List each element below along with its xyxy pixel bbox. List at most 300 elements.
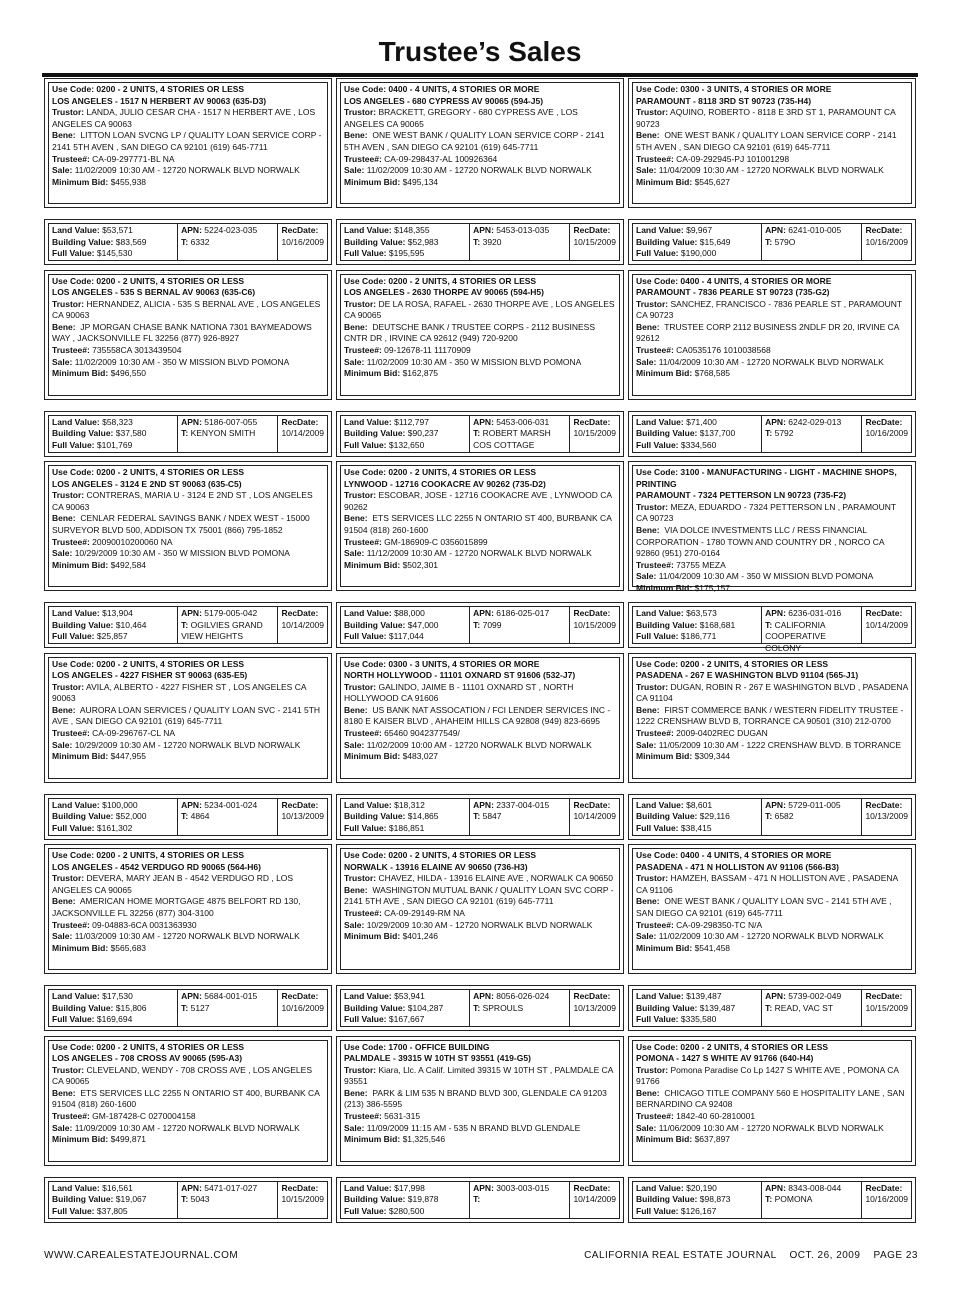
trustee-label: Trustee#:: [344, 536, 382, 547]
full-value: $190,000: [680, 248, 717, 259]
listing-values: [44, 1177, 332, 1223]
use-code: Use Code: 0200 - 2 UNITS, 4 STORIES OR LESS: [52, 467, 245, 477]
trustee-label: Trustee#:: [636, 153, 674, 164]
use-code: Use Code: 0200 - 2 UNITS, 4 STORIES OR LESS: [52, 1041, 245, 1052]
trustee-value: 09-12678-11 11170909: [384, 345, 471, 356]
sale-label: Sale:: [52, 165, 73, 176]
apn-value: 5739-002-049: [788, 991, 842, 1001]
trustee-line: [344, 537, 616, 549]
bene-value: ETS SERVICES LLC 2255 N ONTARIO ST 400, BURBANK CA 91504 (818) 260-1600: [52, 1087, 320, 1110]
recdate-value: 10/15/2009: [573, 428, 616, 439]
building-value-label: Building Value:: [52, 1194, 114, 1205]
trustee-label: Trustee#:: [344, 345, 382, 356]
bene-value: WASHINGTON MUTUAL BANK / QUALITY LOAN SVC CORP - 2141 5TH AVE , SAN DIEGO CA 92101 (619) 645-7711: [344, 884, 614, 907]
sale-line: [344, 1123, 616, 1135]
listing-details: [336, 653, 624, 783]
t-value: CALIFORNIA COOPERATIVE COLONY: [765, 619, 826, 653]
full-value-label: Full Value:: [52, 631, 95, 642]
apn-column: [762, 607, 862, 653]
building-value: $90,237: [407, 428, 439, 439]
building-value-label: Building Value:: [52, 428, 114, 439]
trustor-value: DEVERA, MARY JEAN B - 4542 VERDUGO RD , LOS ANGELES CA 90065: [52, 873, 294, 895]
recdate-label: RecDate:: [281, 991, 319, 1001]
building-value-label: Building Value:: [344, 236, 406, 247]
recdate-column: [570, 1182, 619, 1218]
min-bid-line: [344, 751, 616, 763]
min-bid-value: $175,157: [694, 582, 731, 593]
full-value: $167,667: [388, 1014, 425, 1025]
apn-label: APN:: [473, 416, 494, 427]
trustee-label: Trustee#:: [52, 153, 90, 164]
min-bid-value: $309,344: [694, 751, 731, 762]
apn-value: 2337-004-015: [496, 799, 550, 810]
apn-column: [762, 224, 862, 260]
trustee-label: Trustee#:: [52, 536, 90, 547]
bene-line: [344, 322, 616, 345]
trustor-line: [52, 873, 324, 896]
building-value-label: Building Value:: [636, 619, 698, 630]
apn-value: 3003-003-015: [496, 1182, 550, 1193]
bene-value: VIA DOLCE INVESTMENTS LLC / RESS FINANCIAL CORPORATION - 1780 TOWN AND COUNTRY DR , NORCO CA 92860 (951) 270-0164: [636, 524, 885, 559]
min-bid-label: Minimum Bid:: [636, 751, 693, 762]
sale-label: Sale:: [344, 165, 365, 176]
trustor-value: Kiara, Llc. A Calif. Limited 39315 W 10TH ST , PALMDALE CA 93551: [344, 1064, 613, 1087]
footer-website: WWW.CAREALESTATEJOURNAL.COM: [44, 1250, 239, 1261]
building-value: $19,878: [407, 1194, 439, 1205]
trustor-value: BRACKETT, GREGORY - 680 CYPRESS AVE , LOS ANGELES CA 90065: [344, 107, 578, 129]
sale-label: Sale:: [636, 739, 657, 750]
bene-line: [636, 705, 908, 728]
trustee-line: [52, 537, 324, 549]
building-value-label: Building Value:: [344, 1194, 406, 1205]
bene-line: [344, 1088, 616, 1111]
min-bid-label: Minimum Bid:: [636, 942, 693, 953]
bene-label: Bene:: [344, 321, 368, 332]
t-value: READ, VAC ST: [774, 1002, 834, 1013]
apn-value: 5186-007-055: [204, 416, 258, 427]
bene-value: JP MORGAN CHASE BANK NATIONA 7301 BAYMEADOWS WAY , JACKSONVILLE FL 32256 (877) 926-8927: [52, 321, 312, 344]
building-value-label: Building Value:: [344, 619, 406, 630]
use-code: Use Code: 1700 - OFFICE BUILDING: [344, 1041, 490, 1052]
sale-line: [344, 165, 616, 177]
values-column: [633, 416, 762, 452]
trustor-label: Trustor:: [344, 873, 377, 884]
building-value-label: Building Value:: [52, 1002, 114, 1013]
values-column: [633, 1182, 762, 1218]
full-value: $195,595: [388, 248, 425, 259]
bene-value: ONE WEST BANK / QUALITY LOAN SERVICE CORP - 2141 5TH AVEN , SAN DIEGO CA 92101 (619) 645-7711: [344, 130, 605, 152]
trustee-line: [636, 154, 908, 166]
listing-details: [628, 653, 916, 783]
min-bid-line: [344, 560, 616, 572]
t-label: T:: [181, 1194, 189, 1205]
trustor-value: CHAVEZ, HILDA - 13916 ELAINE AVE , NORWALK CA 90650: [378, 873, 613, 884]
full-value-label: Full Value:: [344, 439, 387, 450]
min-bid-line: [52, 177, 324, 189]
min-bid-line: [344, 1134, 616, 1146]
trustor-label: Trustor:: [52, 681, 85, 692]
land-value: $71,400: [686, 416, 717, 427]
values-column: [633, 224, 762, 260]
min-bid-line: [52, 560, 324, 572]
use-code: Use Code: 0200 - 2 UNITS, 4 STORIES OR LESS: [344, 275, 537, 286]
apn-column: [178, 224, 278, 260]
trustor-label: Trustor:: [636, 501, 669, 512]
apn-value: 5179-005-042: [204, 608, 258, 618]
values-column: [341, 1182, 470, 1218]
sale-value: 11/06/2009 10:30 AM - 12720 NORWALK BLVD NORWALK: [658, 1122, 884, 1133]
use-code: Use Code: 0300 - 3 UNITS, 4 STORIES OR MORE: [344, 658, 540, 669]
full-value: $145,530: [96, 248, 133, 259]
apn-column: [178, 1182, 278, 1218]
min-bid-line: [52, 1134, 324, 1146]
recdate-value: 10/14/2009: [573, 811, 616, 822]
full-value-label: Full Value:: [636, 822, 679, 833]
recdate-column: [570, 990, 619, 1026]
land-value-label: Land Value:: [636, 1182, 684, 1193]
land-value: $63,573: [686, 608, 717, 618]
recdate-value: 10/13/2009: [865, 811, 908, 822]
min-bid-value: $162,875: [402, 368, 439, 379]
trustee-value: 20090010200060 NA: [92, 536, 173, 547]
apn-label: APN:: [765, 799, 786, 810]
land-value-label: Land Value:: [344, 991, 392, 1001]
trustor-line: [636, 1065, 908, 1088]
bene-line: [344, 130, 616, 153]
bene-value: CENLAR FEDERAL SAVINGS BANK / NDEX WEST - 15000 SURVEYOR BLVD 500, ADDISON TX 75001 (866) 795-1852: [52, 513, 310, 535]
trustor-label: Trustor:: [636, 873, 669, 884]
recdate-label: RecDate:: [281, 608, 319, 618]
sale-label: Sale:: [344, 739, 365, 750]
bene-label: Bene:: [636, 704, 660, 715]
full-value-label: Full Value:: [52, 1014, 95, 1025]
apn-value: 5234-001-024: [204, 799, 258, 810]
trustee-line: [636, 560, 908, 572]
trustee-label: Trustee#:: [344, 728, 382, 739]
sale-label: Sale:: [344, 919, 365, 930]
land-value: $148,355: [394, 225, 430, 235]
trustor-label: Trustor:: [344, 681, 377, 692]
listing-values: [44, 794, 332, 840]
trustee-value: CA-09-297771-BL NA: [92, 153, 175, 164]
sale-label: Sale:: [52, 548, 73, 559]
trustor-line: [344, 299, 616, 322]
full-value: $169,694: [96, 1014, 133, 1025]
recdate-column: [862, 990, 911, 1026]
land-value-label: Land Value:: [52, 608, 100, 618]
trustee-line: [344, 728, 616, 740]
t-label: T:: [765, 811, 773, 822]
listing-values: [336, 1177, 624, 1223]
min-bid-line: [636, 177, 908, 189]
t-value: KENYON SMITH: [190, 428, 256, 439]
recdate-label: RecDate:: [865, 608, 903, 618]
sale-line: [52, 740, 324, 752]
min-bid-line: [344, 177, 616, 189]
values-column: [341, 799, 470, 835]
building-value-label: Building Value:: [52, 236, 114, 247]
t-label: T:: [473, 236, 481, 247]
bene-value: FIRST COMMERCE BANK / WESTERN FIDELITY TRUSTEE - 1222 CRENSHAW BLVD B, TORRANCE CA 90501 (310) 212-0700: [636, 704, 904, 727]
listing-values: [44, 219, 332, 265]
listing-values: [44, 411, 332, 457]
bene-value: AMERICAN HOME MORTGAGE 4875 BELFORT RD 130, JACKSONVILLE FL 32256 (877) 304-3100: [52, 896, 301, 918]
values-column: [49, 990, 178, 1026]
sale-label: Sale:: [344, 356, 365, 367]
bene-value: DEUTSCHE BANK / TRUSTEE CORPS - 2112 BUSINESS CNTR DR , IRVINE CA 92612 (949) 720-9200: [344, 321, 595, 344]
building-value: $15,806: [115, 1002, 147, 1013]
sale-line: [344, 920, 616, 932]
sale-label: Sale:: [52, 356, 73, 367]
land-value-label: Land Value:: [52, 991, 100, 1001]
t-label: T:: [765, 619, 773, 630]
values-column: [633, 990, 762, 1026]
trustor-value: MEZA, EDUARDO - 7324 PETTERSON LN , PARAMOUNT CA 90723: [636, 501, 896, 524]
page-title: Trustee’s Sales: [378, 36, 582, 67]
trustee-value: 73755 MEZA: [676, 559, 726, 570]
land-value: $58,323: [102, 416, 133, 427]
property-address: LOS ANGELES - 2630 THORPE AV 90065 (594-H5): [344, 287, 544, 298]
trustee-line: [344, 154, 616, 166]
use-code: Use Code: 0400 - 4 UNITS, 4 STORIES OR MORE: [636, 275, 832, 286]
bene-line: [636, 896, 908, 919]
trustee-label: Trustee#:: [636, 559, 674, 570]
apn-column: [762, 1182, 862, 1218]
property-address: LOS ANGELES - 3124 E 2ND ST 90063 (635-C5): [52, 478, 242, 489]
listing-values: [628, 602, 916, 653]
recdate-column: [570, 224, 619, 260]
recdate-value: 10/14/2009: [573, 1194, 616, 1205]
listing-details: [336, 1036, 624, 1166]
trustor-label: Trustor:: [636, 681, 669, 692]
recdate-label: RecDate:: [573, 416, 611, 427]
t-label: T:: [473, 811, 481, 822]
values-column: [341, 416, 470, 452]
t-label: T:: [765, 1002, 773, 1013]
full-value: $334,560: [680, 439, 717, 450]
trustee-line: [636, 920, 908, 932]
building-value: $98,873: [699, 1194, 731, 1205]
trustor-line: [636, 107, 908, 130]
bene-value: LITTON LOAN SVCNG LP / QUALITY LOAN SERVICE CORP - 2141 5TH AVEN , SAN DIEGO CA 92101 (619) 645-7711: [52, 130, 322, 152]
trustor-line: [344, 873, 616, 885]
listing-values: [628, 985, 916, 1031]
recdate-label: RecDate:: [865, 991, 903, 1001]
sale-line: [636, 740, 908, 752]
t-label: T:: [181, 1002, 189, 1013]
bene-line: [636, 322, 908, 345]
sale-line: [636, 165, 908, 177]
bene-value: PARK & LIM 535 N BRAND BLVD 300, GLENDALE CA 91203 (213) 386-5595: [344, 1087, 607, 1110]
building-value-label: Building Value:: [344, 811, 406, 822]
apn-value: 8343-008-044: [788, 1182, 842, 1193]
building-value: $168,681: [699, 619, 736, 630]
recdate-label: RecDate:: [573, 991, 611, 1001]
sale-label: Sale:: [636, 165, 657, 176]
recdate-value: 10/15/2009: [281, 1194, 324, 1205]
building-value: $10,464: [115, 619, 147, 630]
apn-column: [178, 990, 278, 1026]
t-label: T:: [765, 428, 773, 439]
land-value-label: Land Value:: [636, 608, 684, 618]
apn-value: 8056-026-024: [496, 991, 550, 1001]
building-value-label: Building Value:: [52, 619, 114, 630]
property-address: PASADENA - 471 N HOLLISTON AV 91106 (566-B3): [636, 861, 839, 872]
building-value-label: Building Value:: [636, 428, 698, 439]
bene-value: ETS SERVICES LLC 2255 N ONTARIO ST 400, BURBANK CA 91504 (818) 260-1600: [344, 513, 612, 535]
apn-label: APN:: [473, 1182, 494, 1193]
apn-column: [470, 416, 570, 452]
values-column: [49, 607, 178, 643]
t-label: T:: [473, 428, 481, 439]
full-value-label: Full Value:: [52, 822, 95, 833]
sale-value: 11/05/2009 10:30 AM - 1222 CRENSHAW BLVD. B TORRANCE: [658, 739, 902, 750]
land-value: $18,312: [394, 799, 425, 810]
title-rule: [42, 73, 918, 77]
recdate-column: [570, 416, 619, 452]
property-address: NORTH HOLLYWOOD - 11101 OXNARD ST 91606 (532-J7): [344, 670, 576, 681]
land-value: $17,998: [394, 1182, 425, 1193]
sale-line: [52, 357, 324, 369]
building-value-label: Building Value:: [344, 428, 406, 439]
land-value-label: Land Value:: [636, 991, 684, 1001]
trustee-line: [344, 908, 616, 920]
bene-line: [52, 322, 324, 345]
recdate-column: [862, 1182, 911, 1218]
use-code: Use Code: 0200 - 2 UNITS, 4 STORIES OR LESS: [636, 658, 829, 669]
sale-line: [52, 1123, 324, 1135]
listing-details: [336, 270, 624, 400]
sale-value: 11/04/2009 10:30 AM - 12720 NORWALK BLVD NORWALK: [658, 356, 884, 367]
trustee-label: Trustee#:: [636, 919, 674, 930]
recdate-label: RecDate:: [573, 799, 611, 810]
sale-line: [636, 357, 908, 369]
apn-value: 6242-029-013: [788, 416, 842, 427]
min-bid-label: Minimum Bid:: [636, 582, 693, 593]
sale-value: 11/02/2009 10:30 AM - 12720 NORWALK BLVD NORWALK: [658, 931, 884, 942]
sale-line: [636, 931, 908, 943]
values-column: [49, 224, 178, 260]
recdate-value: 10/13/2009: [573, 1002, 616, 1013]
trustee-value: CA-09-29149-RM NA: [384, 907, 465, 918]
sale-value: 11/09/2009 11:15 AM - 535 N BRAND BLVD GLENDALE: [366, 1122, 581, 1133]
bene-line: [52, 896, 324, 919]
trustor-value: GALINDO, JAIME B - 11101 OXNARD ST , NORTH HOLLYWOOD CA 91606: [344, 681, 574, 704]
land-value: $16,561: [102, 1182, 133, 1193]
min-bid-label: Minimum Bid:: [636, 368, 693, 379]
apn-label: APN:: [473, 991, 494, 1001]
listing-values: [336, 602, 624, 648]
trustor-label: Trustor:: [344, 298, 377, 309]
property-address: PARAMOUNT - 7324 PETTERSON LN 90723 (735-F2): [636, 490, 847, 501]
sale-value: 11/09/2009 10:30 AM - 12720 NORWALK BLVD NORWALK: [74, 1122, 300, 1133]
apn-label: APN:: [181, 225, 202, 235]
trustee-value: CA-09-292945-PJ 101001298: [676, 153, 790, 164]
building-value: $29,116: [699, 811, 730, 822]
trustor-line: [52, 299, 324, 322]
trustor-line: [344, 107, 616, 130]
recdate-column: [278, 1182, 327, 1218]
apn-label: APN:: [473, 608, 494, 618]
full-value-label: Full Value:: [344, 631, 387, 642]
trustee-value: 2009-0402REC DUGAN: [676, 728, 768, 739]
land-value-label: Land Value:: [344, 416, 392, 427]
min-bid-label: Minimum Bid:: [344, 751, 401, 762]
recdate-value: 10/16/2009: [865, 428, 908, 439]
land-value: $53,941: [394, 991, 425, 1001]
bene-value: ONE WEST BANK / QUALITY LOAN SERVICE CORP - 2141 5TH AVEN , SAN DIEGO CA 92101 (619) 645-7711: [636, 130, 897, 152]
apn-column: [470, 990, 570, 1026]
values-column: [341, 990, 470, 1026]
property-address: POMONA - 1427 S WHITE AV 91766 (640-H4): [636, 1053, 814, 1064]
bene-label: Bene:: [344, 130, 368, 141]
land-value-label: Land Value:: [344, 608, 392, 618]
full-value: $101,769: [96, 439, 133, 450]
land-value: $112,797: [394, 416, 429, 427]
min-bid-value: $502,301: [402, 559, 439, 570]
sale-label: Sale:: [636, 1122, 657, 1133]
sale-label: Sale:: [344, 1122, 365, 1133]
bene-label: Bene:: [344, 704, 368, 715]
trustor-value: AQUINO, ROBERTO - 8118 E 3RD ST 1, PARAMOUNT CA 90723: [636, 107, 896, 129]
min-bid-value: $541,458: [694, 942, 731, 953]
trustee-label: Trustee#:: [344, 1111, 382, 1122]
listing-details: [628, 1036, 916, 1166]
property-address: LOS ANGELES - 535 S BERNAL AV 90063 (635-C6): [52, 287, 256, 298]
recdate-column: [862, 416, 911, 452]
property-address: LOS ANGELES - 1517 N HERBERT AV 90063 (635-D3): [52, 95, 267, 106]
listing-details: [336, 78, 624, 208]
bene-line: [344, 885, 616, 908]
trustor-value: DUGAN, ROBIN R - 267 E WASHINGTON BLVD , PASADENA CA 91104: [636, 681, 908, 704]
t-label: T:: [181, 236, 189, 247]
values-column: [49, 1182, 178, 1218]
land-value: $8,601: [686, 799, 713, 810]
sale-label: Sale:: [344, 548, 365, 559]
listing-values: [628, 794, 916, 840]
sale-label: Sale:: [636, 571, 657, 582]
trustee-value: 1842-40 60-2810001: [676, 1111, 756, 1122]
listing-values: [628, 411, 916, 457]
building-value: $104,287: [407, 1002, 444, 1013]
apn-label: APN:: [181, 608, 202, 618]
building-value-label: Building Value:: [636, 1002, 698, 1013]
trustee-value: 5631-315: [384, 1111, 421, 1122]
full-value-label: Full Value:: [636, 1205, 679, 1216]
apn-value: 5224-023-035: [204, 225, 258, 235]
land-value-label: Land Value:: [344, 1182, 392, 1193]
recdate-column: [278, 799, 327, 835]
use-code: Use Code: 0200 - 2 UNITS, 4 STORIES OR LESS: [52, 275, 245, 286]
apn-value: 6241-010-005: [788, 225, 842, 235]
bene-value: ONE WEST BANK / QUALITY LOAN SVC - 2141 5TH AVE , SAN DIEGO CA 92101 (619) 645-7711: [636, 896, 892, 918]
apn-column: [470, 607, 570, 643]
trustee-value: 65460 9042377549/: [384, 728, 460, 739]
t-value: 4864: [190, 811, 210, 822]
full-value: $38,415: [680, 822, 712, 833]
recdate-label: RecDate:: [573, 225, 611, 235]
apn-label: APN:: [473, 799, 494, 810]
trustor-value: LANDA, JULIO CESAR CHA - 1517 N HERBERT AVE , LOS ANGELES CA 90063: [52, 107, 316, 129]
building-value-label: Building Value:: [344, 1002, 406, 1013]
use-code: Use Code: 0200 - 2 UNITS, 4 STORIES OR LESS: [52, 658, 245, 669]
bene-line: [344, 705, 616, 728]
sale-value: 11/02/2009 10:00 AM - 12720 NORWALK BLVD NORWALK: [366, 739, 592, 750]
min-bid-line: [52, 368, 324, 380]
land-value: $88,000: [394, 608, 425, 618]
listing-details: [336, 844, 624, 974]
trustor-value: DE LA ROSA, RAFAEL - 2630 THORPE AVE , LOS ANGELES CA 90065: [344, 298, 615, 321]
